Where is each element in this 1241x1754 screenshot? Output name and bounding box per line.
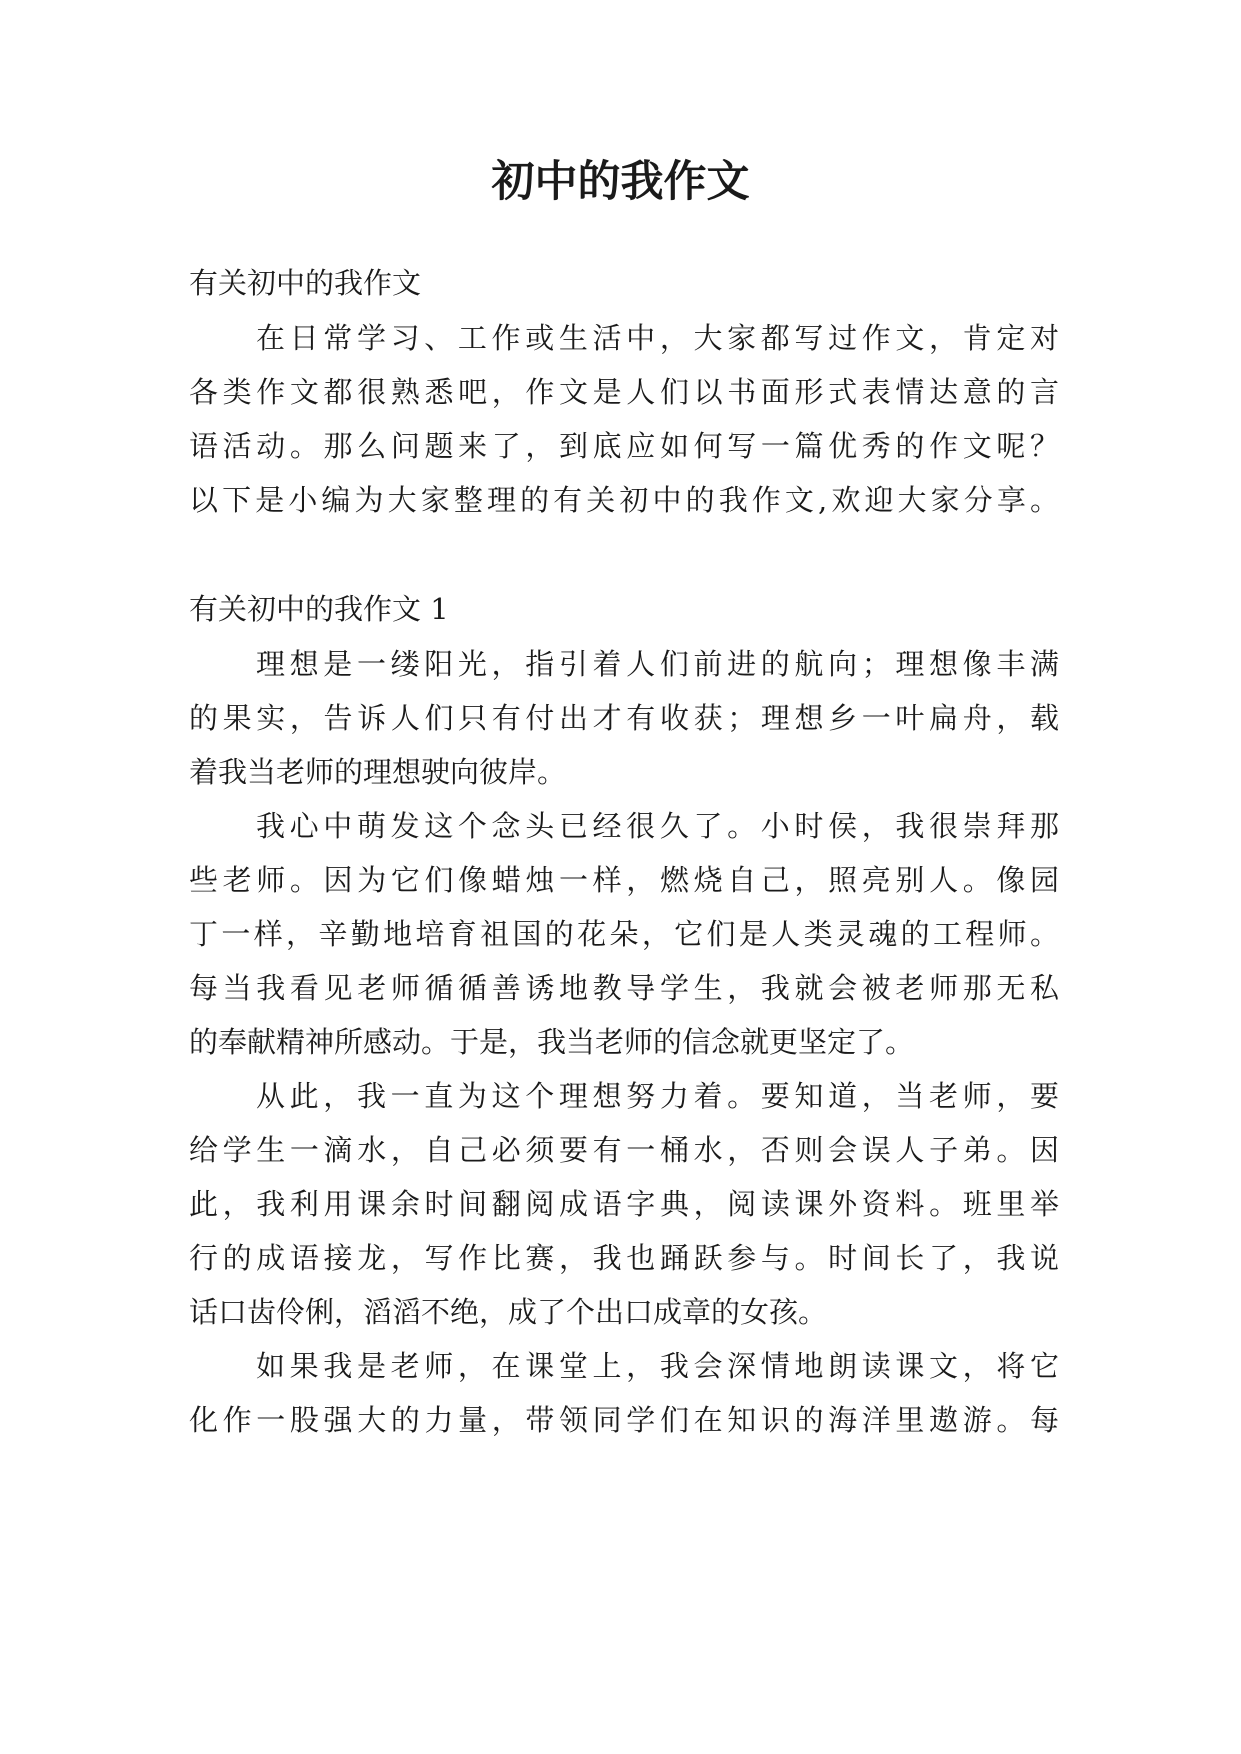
intro-line: 在日常学习、工作或生活中，大家都写过作文，肯定对 <box>256 321 1059 355</box>
intro-line: 语活动。那么问题来了，到底应如何写一篇优秀的作文呢？ <box>189 429 1059 463</box>
paragraph-line: 着我当老师的理想驶向彼岸。 <box>189 755 567 789</box>
paragraph-line: 理想是一缕阳光，指引着人们前进的航向；理想像丰满 <box>256 647 1059 681</box>
document-title: 初中的我作文 <box>491 157 750 207</box>
intro-line: 各类作文都很熟悉吧，作文是人们以书面形式表情达意的言 <box>189 375 1059 409</box>
paragraph-line: 化作一股强大的力量，带领同学们在知识的海洋里遨游。每 <box>189 1403 1059 1437</box>
section-heading: 有关初中的我作文 <box>189 266 422 300</box>
paragraph-line: 些老师。因为它们像蜡烛一样，燃烧自己，照亮别人。像园 <box>189 863 1059 897</box>
paragraph-line: 如果我是老师，在课堂上，我会深情地朗读课文，将它 <box>256 1349 1059 1383</box>
paragraph-line: 行的成语接龙，写作比赛，我也踊跃参与。时间长了，我说 <box>189 1241 1059 1275</box>
paragraph-line: 从此，我一直为这个理想努力着。要知道，当老师，要 <box>256 1079 1059 1113</box>
paragraph-line: 话口齿伶俐，滔滔不绝，成了个出口成章的女孩。 <box>189 1295 828 1329</box>
intro-line: 以下是小编为大家整理的有关初中的我作文,欢迎大家分享。 <box>189 483 1059 517</box>
paragraph-line: 此，我利用课余时间翻阅成语字典，阅读课外资料。班里举 <box>189 1187 1059 1221</box>
paragraph-line: 的果实，告诉人们只有付出才有收获；理想乡一叶扁舟，载 <box>189 701 1059 735</box>
paragraph-line: 每当我看见老师循循善诱地教导学生，我就会被老师那无私 <box>189 971 1059 1005</box>
paragraph-line: 给学生一滴水，自己必须要有一桶水，否则会误人子弟。因 <box>189 1133 1059 1167</box>
paragraph-line: 丁一样，辛勤地培育祖国的花朵，它们是人类灵魂的工程师。 <box>189 917 1059 951</box>
paragraph-line: 我心中萌发这个念头已经很久了。小时侯，我很崇拜那 <box>256 809 1059 843</box>
paragraph-line: 的奉献精神所感动。于是，我当老师的信念就更坚定了。 <box>189 1025 915 1059</box>
essay-heading: 有关初中的我作文 1 <box>189 592 449 626</box>
